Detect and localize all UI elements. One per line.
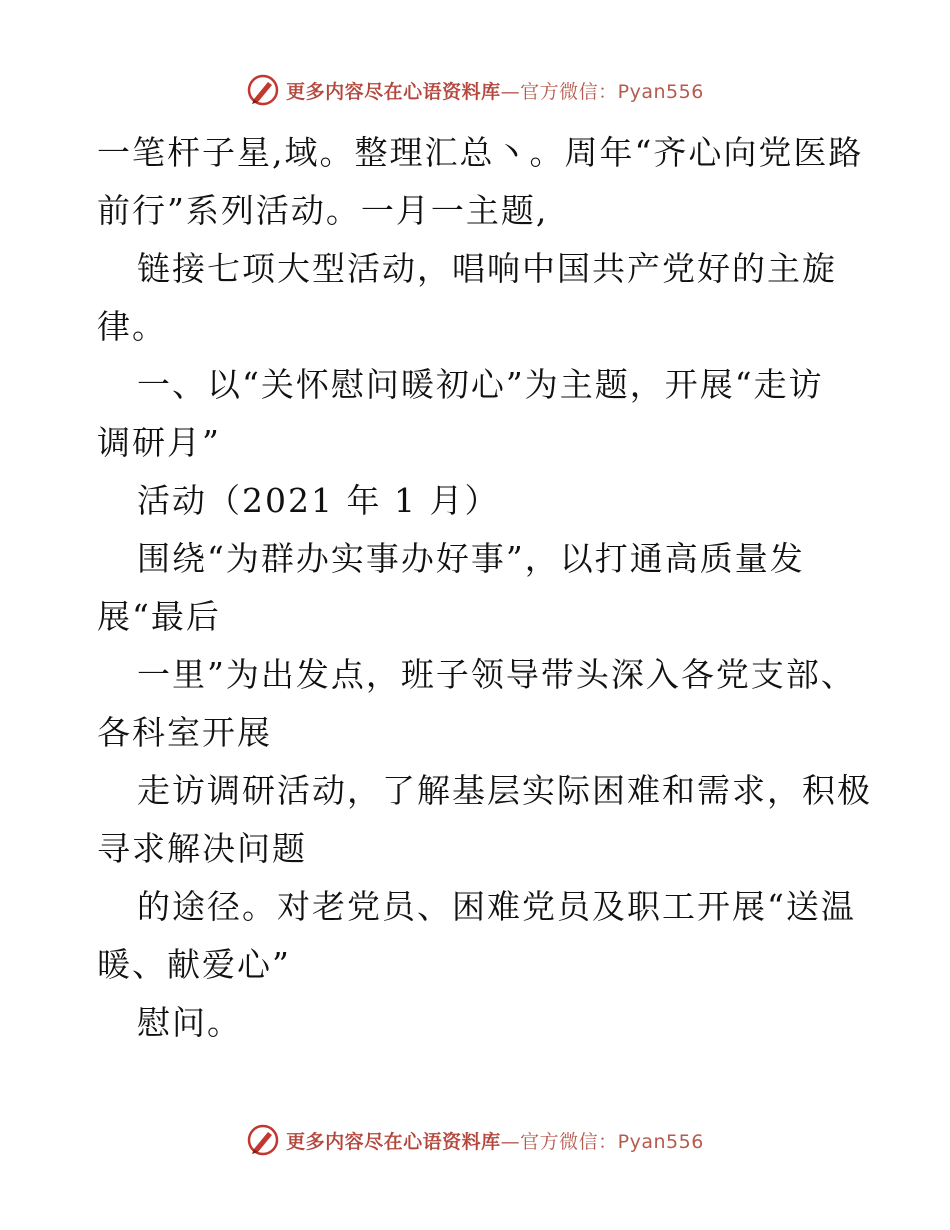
header-brand-text: 更多内容尽在心语资料库 (286, 80, 501, 103)
text-line: 围绕“为群办实事办好事”，以打通高质量发 (137, 539, 805, 578)
text-line: 慰问。 (137, 1003, 242, 1042)
footer-brand-text: 更多内容尽在心语资料库 (286, 1130, 501, 1153)
text-line: 走访调研活动，了解基层实际困难和需求，积极 (137, 771, 872, 810)
footer-banner-inner (246, 1123, 704, 1157)
text-line: 链接七项大型活动，唱响中国共产党好的主旋 (137, 249, 837, 288)
header-contact-text: —官方微信：Pyan556 (500, 80, 704, 103)
header-banner (0, 70, 950, 110)
text-line: 一里”为出发点，班子领导带头深入各党支部、 (137, 655, 856, 694)
text-line: 律。 (97, 307, 167, 346)
text-line: 寻求解决问题 (97, 829, 307, 868)
footer-contact-text: —官方微信：Pyan556 (500, 1130, 704, 1153)
header-banner-inner (246, 73, 704, 107)
text-line: 一、以“关怀慰问暖初心”为主题，开展“走访 (137, 365, 824, 404)
pen-logo-icon (246, 73, 280, 107)
footer-banner-text (286, 1127, 704, 1154)
text-line: 活动（2021 年 1 月） (137, 481, 500, 520)
text-line: 暖、献爱心” (97, 945, 291, 984)
text-line: 一笔杆子星,域。整理汇总丶。周年“齐心向党医路 (97, 133, 864, 172)
text-line: 的途径。对老党员、困难党员及职工开展“送温 (137, 887, 856, 926)
header-banner-text (286, 77, 704, 104)
text-line: 前行”系列活动。一月一主题, (97, 191, 549, 230)
footer-banner (0, 1120, 950, 1160)
text-line: 展“最后 (97, 597, 221, 636)
text-line: 调研月” (97, 423, 221, 462)
text-line: 各科室开展 (97, 713, 272, 752)
document-body (97, 124, 872, 1052)
paragraph-lines (97, 124, 872, 1052)
pen-logo-icon (246, 1123, 280, 1157)
